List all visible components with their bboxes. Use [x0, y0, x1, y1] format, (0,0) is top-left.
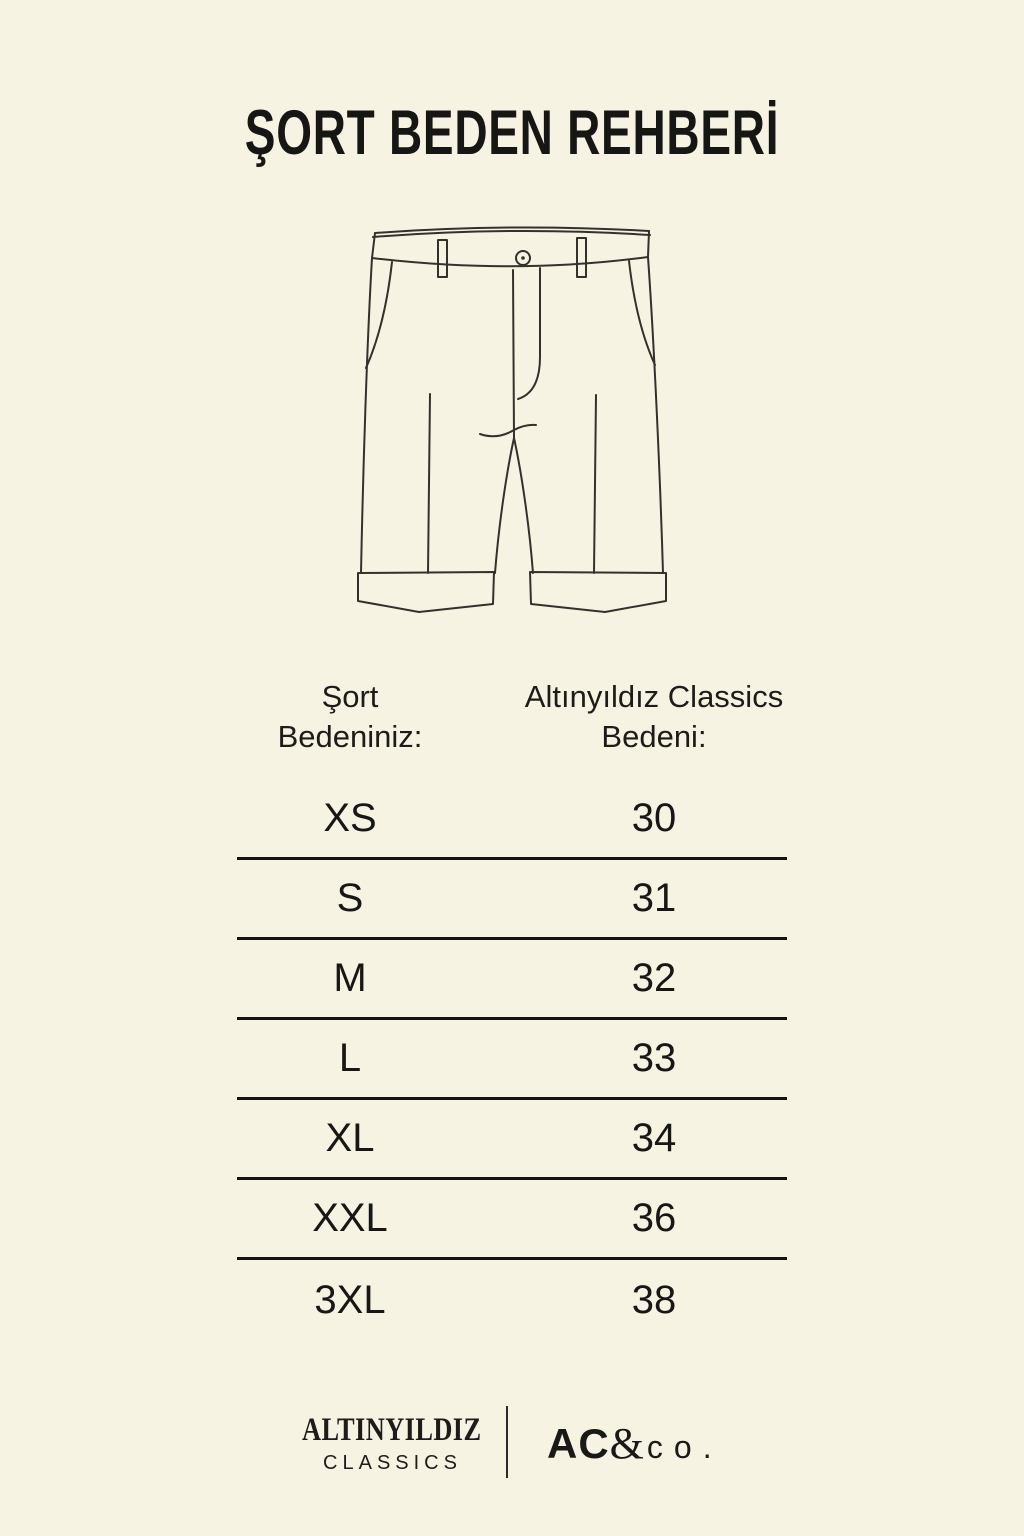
size-table [237, 677, 787, 1340]
value-cell: 31 [631, 876, 677, 920]
page-title: ŞORT BEDEN REHBERİ [244, 98, 780, 168]
left-cuff [358, 572, 494, 612]
belt-loop-right [577, 238, 586, 277]
body-seams [361, 257, 663, 573]
cuffs [358, 572, 666, 612]
right-crease [594, 395, 596, 573]
right-inseam [514, 438, 533, 573]
value-cell: 32 [631, 956, 677, 1000]
size-cell: L [338, 1036, 362, 1080]
fly-center-line [513, 270, 514, 438]
header-brand-size [521, 677, 787, 757]
header-your-size-line2: Bedeniniz: [277, 719, 423, 754]
size-cell: 3XL [314, 1277, 386, 1322]
left-crease [428, 394, 430, 573]
shorts-illustration [357, 222, 667, 620]
ac-co-logo [547, 1418, 723, 1469]
size-cell: XS [323, 796, 377, 840]
size-cell: XXL [312, 1196, 388, 1240]
header-your-size-line1: Şort [321, 679, 379, 714]
value-cell: 36 [631, 1196, 677, 1240]
size-cell: S [336, 876, 364, 920]
value-cell: 38 [631, 1277, 677, 1322]
header-brand-size-line1: Altınyıldız Classics [524, 679, 784, 714]
size-table-body [237, 780, 787, 1340]
value-cell: 33 [631, 1036, 677, 1080]
size-table-row [237, 1100, 787, 1180]
value-cell: 34 [631, 1116, 677, 1160]
ac-co-logo-ac: AC [547, 1420, 610, 1467]
size-table-row [237, 1260, 787, 1340]
waistband-front-edge [373, 231, 650, 237]
shorts-drawing [357, 222, 667, 620]
size-table-row [237, 780, 787, 860]
size-cell: XL [325, 1116, 375, 1160]
ac-co-logo-co: co. [646, 1429, 723, 1465]
ac-co-logo-ampersand: & [609, 1419, 644, 1468]
brand-logo [280, 1412, 500, 1475]
belt-loop-left [438, 240, 447, 277]
value-cell: 30 [631, 796, 677, 840]
fly [513, 268, 540, 438]
size-table-row [237, 1020, 787, 1100]
header-your-size [237, 677, 463, 757]
waistband-right-end [648, 231, 649, 257]
size-table-row [237, 1180, 787, 1260]
size-table-header [237, 677, 787, 757]
size-cell: M [333, 956, 367, 1000]
brand-subtitle: CLASSICS [323, 1452, 462, 1474]
left-outer-seam [361, 258, 372, 573]
header-brand-size-line2: Bedeni: [601, 719, 707, 754]
size-table-row [237, 860, 787, 940]
fly-stitch-line [518, 268, 540, 399]
left-inseam [495, 438, 514, 573]
waistband-bottom [372, 257, 648, 266]
size-table-row [237, 940, 787, 1020]
right-cuff [530, 572, 666, 612]
button-dot [521, 256, 525, 260]
brand-name: ALTINYILDIZ [302, 1412, 482, 1448]
crotch-drape-line [480, 425, 536, 436]
waistband [372, 227, 650, 277]
right-outer-seam [648, 257, 663, 573]
footer-divider [506, 1406, 508, 1478]
